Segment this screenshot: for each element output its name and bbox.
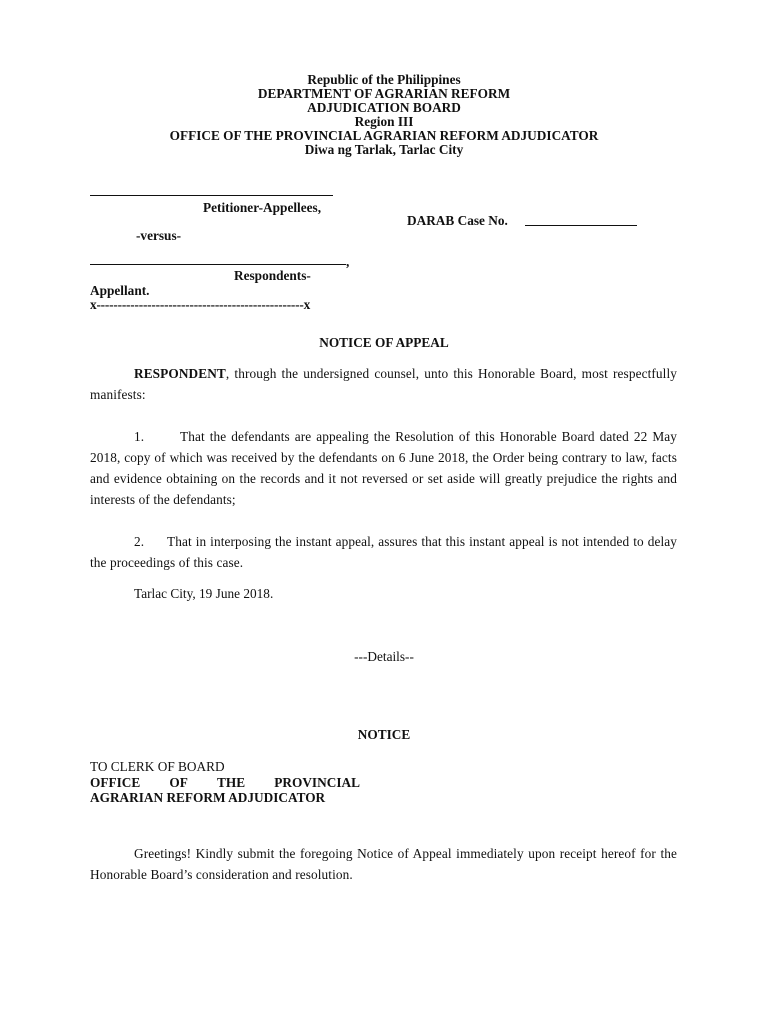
notice-of-appeal-title: NOTICE OF APPEAL — [319, 335, 449, 350]
office-word-provincial: PROVINCIAL — [274, 775, 360, 790]
item-1-number: 1. — [134, 429, 145, 444]
respondents-label: Respondents- — [234, 268, 311, 283]
respondent-comma: , — [346, 254, 350, 269]
notice-title: NOTICE — [357, 727, 411, 742]
item-2-paragraph — [90, 531, 677, 573]
greeting-paragraph — [90, 843, 677, 885]
office-word-the: THE — [217, 775, 246, 790]
case-no-label: DARAB Case No. — [407, 213, 508, 228]
item-1-text: That the defendants are appealing the Resolution of this Honorable Board dated 22 May 2018, copy of which was received by the defendants on 6 June 2018, the Order being contrary to law, facts and evidence obtaining on the records and it not reversed or set aside will greatly prejudice the rights and interests of the defendants; — [90, 429, 677, 507]
respondent-lead: RESPONDENT — [134, 366, 226, 381]
to-clerk-line: TO CLERK OF BOARD — [90, 759, 225, 774]
item-1-paragraph — [90, 426, 677, 510]
details-marker: ---Details-- — [354, 649, 414, 664]
office-word-of: OF — [169, 775, 188, 790]
appellant-label: Appellant. — [90, 283, 150, 298]
intro-text: , through the undersigned counsel, unto this Honorable Board, most respectfully manifests: — [90, 366, 677, 402]
office-line-2: AGRARIAN REFORM ADJUDICATOR — [90, 790, 326, 805]
item-2-number: 2. — [134, 534, 145, 549]
petitioner-label: Petitioner-Appellees, — [203, 200, 322, 215]
caption-x-line: x-------------------------------------------------x — [90, 297, 311, 312]
case-no-line — [525, 225, 637, 226]
header-board: ADJUDICATION BOARD — [307, 100, 461, 115]
office-word-office: OFFICE — [90, 775, 141, 790]
item-2-text: That in interposing the instant appeal, assures that this instant appeal is not intended to delay the proceedings of this case. — [90, 534, 677, 570]
petitioner-name-line — [90, 195, 333, 196]
header-address: Diwa ng Tarlak, Tarlac City — [304, 142, 464, 157]
versus-label: -versus- — [136, 228, 182, 243]
header-department: DEPARTMENT OF AGRARIAN REFORM — [257, 86, 511, 101]
header-region: Region III — [354, 114, 414, 129]
header-office: OFFICE OF THE PROVINCIAL AGRARIAN REFORM ADJUDICATOR — [169, 128, 599, 143]
office-line-1 — [90, 775, 360, 791]
intro-paragraph — [90, 363, 677, 405]
respondent-name-line — [90, 264, 346, 265]
place-date: Tarlac City, 19 June 2018. — [134, 586, 274, 601]
greeting-text: Greetings! Kindly submit the foregoing Notice of Appeal immediately upon receipt hereof for the Honorable Board’s consideration and resolution. — [90, 846, 677, 882]
header-republic: Republic of the Philippines — [307, 72, 461, 87]
